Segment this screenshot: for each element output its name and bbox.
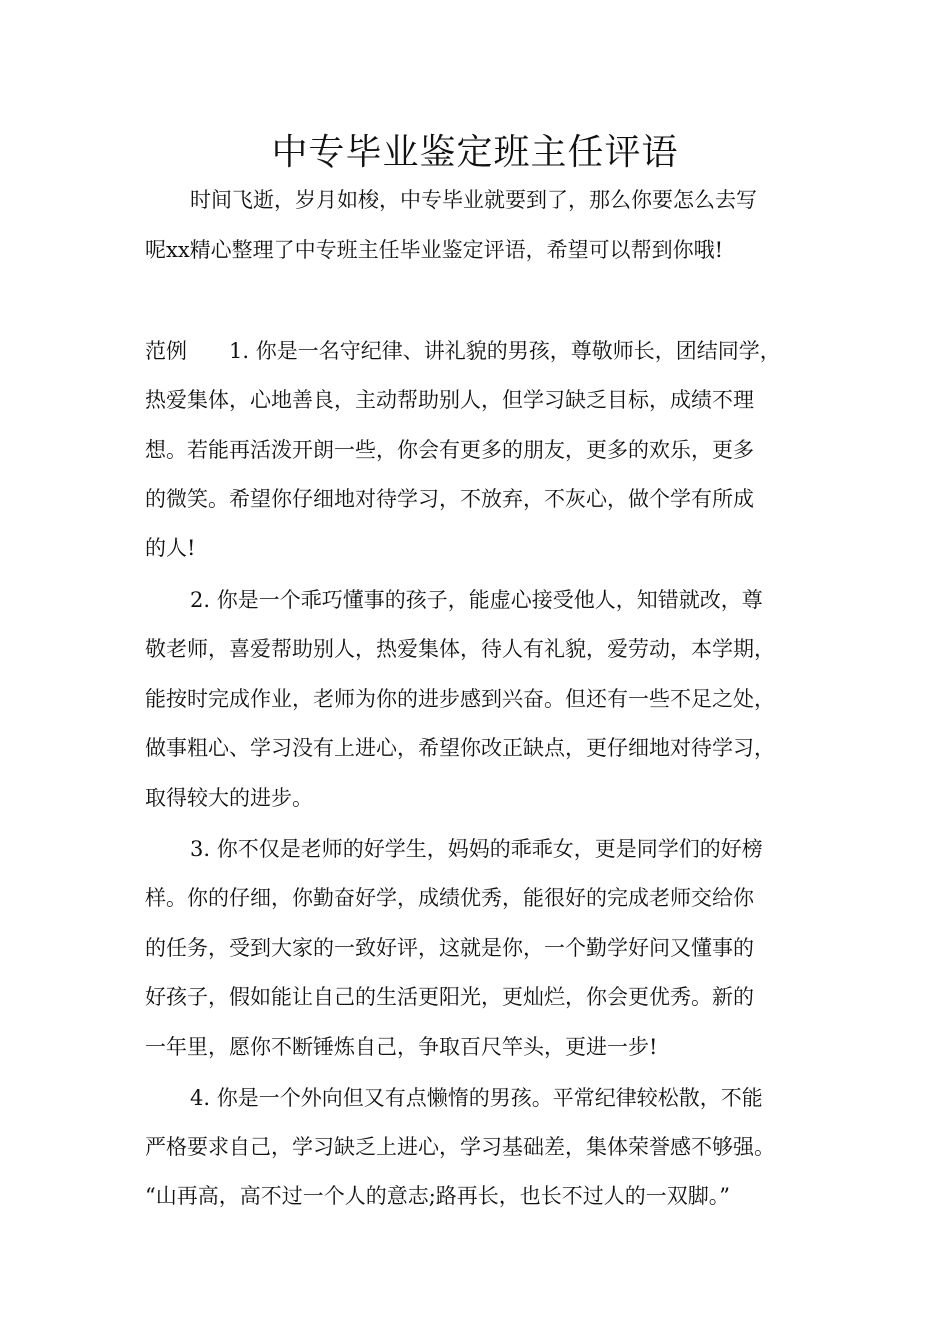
example-3-line-4: 好孩子，假如能让自己的生活更阳光，更灿烂，你会更优秀。新的 [145,985,754,1009]
example-1-line-2: 热爱集体，心地善良，主动帮助别人，但学习缺乏目标，成绩不理 [145,388,754,412]
example-2-line-2: 敬老师，喜爱帮助别人，热爱集体，待人有礼貌，爱劳动，本学期， [145,637,775,661]
example-2-line-1: 2. 你是一个乖巧懂事的孩子，能虚心接受他人，知错就改，尊 [190,588,763,612]
example-2-line-3: 能按时完成作业，老师为你的进步感到兴奋。但还有一些不足之处， [145,687,775,711]
example-1-line-1: 范例 1. 你是一名守纪律、讲礼貌的男孩，尊敬师长，团结同学， [145,339,781,363]
intro-line-1: 时间飞逝，岁月如梭，中专毕业就要到了，那么你要怎么去写 [190,188,757,212]
example-3-line-2: 样。你的仔细，你勤奋好学，成绩优秀，能很好的完成老师交给你 [145,886,754,910]
example-1-line-4: 的微笑。希望你仔细地对待学习，不放弃，不灰心，做个学有所成 [145,487,754,511]
example-3-line-1: 3. 你不仅是老师的好学生，妈妈的乖乖女，更是同学们的好榜 [190,837,763,861]
example-4-line-3: “山再高，高不过一个人的意志;路再长，也长不过人的一双脚。” [145,1184,731,1208]
example-3-line-3: 的任务，受到大家的一致好评，这就是你，一个勤学好问又懂事的 [145,936,754,960]
example-1-line-5: 的人! [145,536,196,560]
example-2-line-4: 做事粗心、学习没有上进心，希望你改正缺点，更仔细地对待学习， [145,736,775,760]
example-1-line-3: 想。若能再活泼开朗一些，你会有更多的朋友，更多的欢乐，更多 [145,438,754,462]
intro-line-2: 呢xx精心整理了中专班主任毕业鉴定评语，希望可以帮到你哦! [145,238,724,262]
example-4-line-2: 严格要求自己，学习缺乏上进心，学习基础差，集体荣誉感不够强。 [145,1135,775,1159]
document-title: 中专毕业鉴定班主任评语 [271,132,679,173]
example-2-line-5: 取得较大的进步。 [145,786,313,810]
example-3-line-5: 一年里，愿你不断锤炼自己，争取百尺竿头，更进一步! [145,1035,658,1059]
example-4-line-1: 4. 你是一个外向但又有点懒惰的男孩。平常纪律较松散，不能 [190,1086,763,1110]
